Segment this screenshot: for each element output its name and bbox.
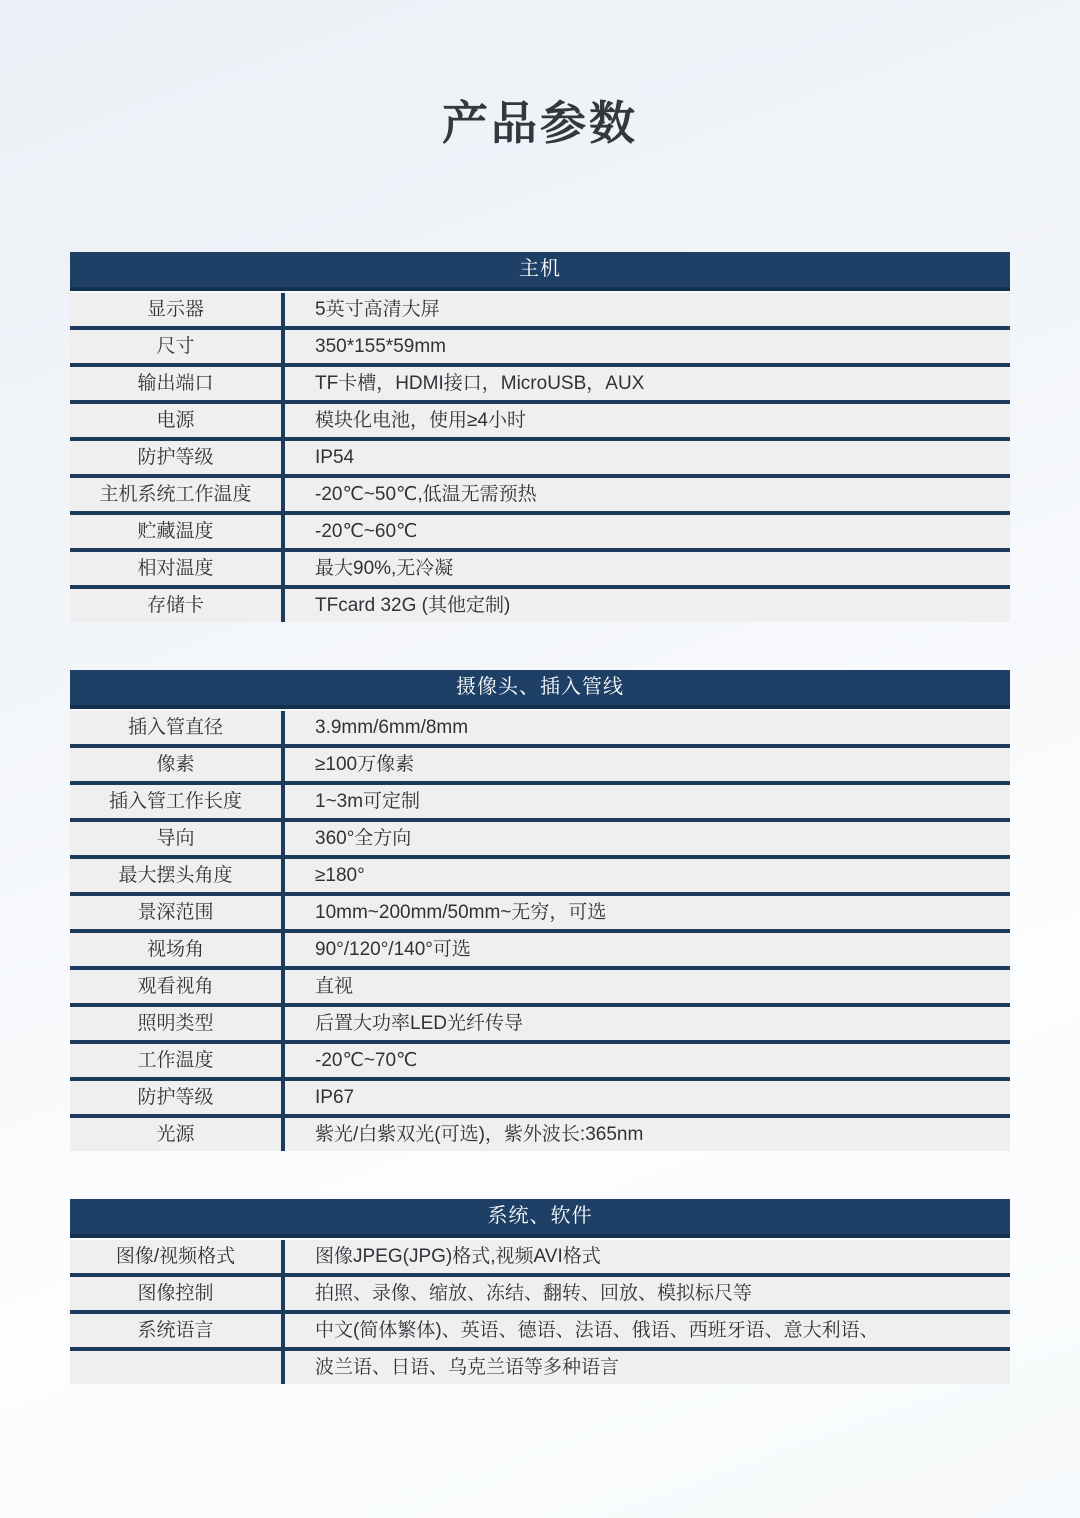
row-value: 紫光/白紫双光(可选)，紫外波长:365nm — [315, 1124, 644, 1145]
table-row — [70, 1240, 1010, 1277]
row-value: 波兰语、日语、乌克兰语等多种语言 — [315, 1357, 620, 1378]
row-label: 景深范围 — [70, 896, 285, 929]
row-value: 3.9mm/6mm/8mm — [315, 717, 469, 738]
row-label: 最大摆头角度 — [70, 859, 285, 892]
row-label: 尺寸 — [70, 330, 285, 363]
row-value: 模块化电池，使用≥4小时 — [315, 410, 526, 431]
row-label: 电源 — [70, 404, 285, 437]
row-value: TFcard 32G (其他定制) — [315, 595, 511, 616]
table-rows — [70, 1238, 1010, 1384]
table-row — [70, 859, 1010, 896]
table-row — [70, 1044, 1010, 1081]
table-row — [70, 822, 1010, 859]
row-label: 导向 — [70, 822, 285, 855]
table-rows — [70, 291, 1010, 622]
table-row — [70, 970, 1010, 1007]
table-row — [70, 711, 1010, 748]
table-row — [70, 1007, 1010, 1044]
table-row — [70, 367, 1010, 404]
table-row — [70, 330, 1010, 367]
row-label: 相对温度 — [70, 552, 285, 585]
row-value: IP54 — [315, 447, 355, 468]
row-label: 像素 — [70, 748, 285, 781]
row-label: 光源 — [70, 1118, 285, 1151]
row-label: 插入管工作长度 — [70, 785, 285, 818]
row-value: -20℃~60℃ — [315, 521, 418, 542]
table-row — [70, 589, 1010, 622]
table-row — [70, 404, 1010, 441]
row-value: IP67 — [315, 1087, 355, 1108]
row-label: 图像/视频格式 — [70, 1240, 285, 1273]
table-row — [70, 896, 1010, 933]
row-label: 系统语言 — [70, 1314, 285, 1347]
table-row — [70, 1118, 1010, 1151]
row-value: TF卡槽，HDMI接口，MicroUSB，AUX — [315, 373, 645, 394]
row-label: 存储卡 — [70, 589, 285, 622]
row-label: 主机系统工作温度 — [70, 478, 285, 511]
row-value: 90°/120°/140°可选 — [315, 939, 471, 960]
row-value: 1~3m可定制 — [315, 791, 421, 812]
table-row — [70, 933, 1010, 970]
row-value: 360°全方向 — [315, 828, 412, 849]
row-value: -20℃~50℃,低温无需预热 — [315, 484, 537, 505]
table-row — [70, 1277, 1010, 1314]
row-value: 5英寸高清大屏 — [315, 299, 440, 320]
row-label: 输出端口 — [70, 367, 285, 400]
table-row — [70, 552, 1010, 589]
table-header — [70, 252, 1010, 291]
row-label: 插入管直径 — [70, 711, 285, 744]
row-label: 工作温度 — [70, 1044, 285, 1077]
table-rows — [70, 709, 1010, 1151]
spec-table — [70, 1199, 1010, 1384]
table-row — [70, 441, 1010, 478]
row-value: 直视 — [315, 976, 354, 997]
row-value: 最大90%,无冷凝 — [315, 558, 454, 579]
table-row — [70, 478, 1010, 515]
table-header — [70, 670, 1010, 709]
page-title: 产品参数 — [442, 97, 638, 149]
spec-tables — [70, 252, 1010, 1384]
table-row — [70, 1314, 1010, 1351]
spec-table — [70, 252, 1010, 622]
row-label: 显示器 — [70, 293, 285, 326]
table-header-label: 系统、软件 — [487, 1205, 593, 1227]
table-header — [70, 1199, 1010, 1238]
table-row — [70, 1081, 1010, 1118]
table-row — [70, 515, 1010, 552]
row-label: 防护等级 — [70, 441, 285, 474]
row-value: -20℃~70℃ — [315, 1050, 418, 1071]
row-label — [70, 1351, 285, 1384]
row-label: 照明类型 — [70, 1007, 285, 1040]
row-label: 防护等级 — [70, 1081, 285, 1114]
row-value: ≥100万像素 — [315, 754, 415, 775]
row-label: 贮藏温度 — [70, 515, 285, 548]
row-value: 拍照、录像、缩放、冻结、翻转、回放、模拟标尺等 — [315, 1283, 753, 1304]
table-row — [70, 785, 1010, 822]
row-label: 观看视角 — [70, 970, 285, 1003]
spec-table — [70, 670, 1010, 1151]
row-value: 10mm~200mm/50mm~无穷，可选 — [315, 902, 607, 923]
row-value: ≥180° — [315, 865, 365, 886]
row-value: 图像JPEG(JPG)格式,视频AVI格式 — [315, 1246, 601, 1267]
table-row — [70, 1351, 1010, 1384]
table-header-label: 主机 — [519, 258, 561, 280]
table-row — [70, 293, 1010, 330]
table-row — [70, 748, 1010, 785]
table-header-label: 摄像头、插入管线 — [456, 676, 624, 698]
row-value: 后置大功率LED光纤传导 — [315, 1013, 523, 1034]
row-label: 视场角 — [70, 933, 285, 966]
row-label: 图像控制 — [70, 1277, 285, 1310]
row-value: 350*155*59mm — [315, 336, 446, 357]
row-value: 中文(简体繁体)、英语、德语、法语、俄语、西班牙语、意大利语、 — [315, 1320, 879, 1341]
